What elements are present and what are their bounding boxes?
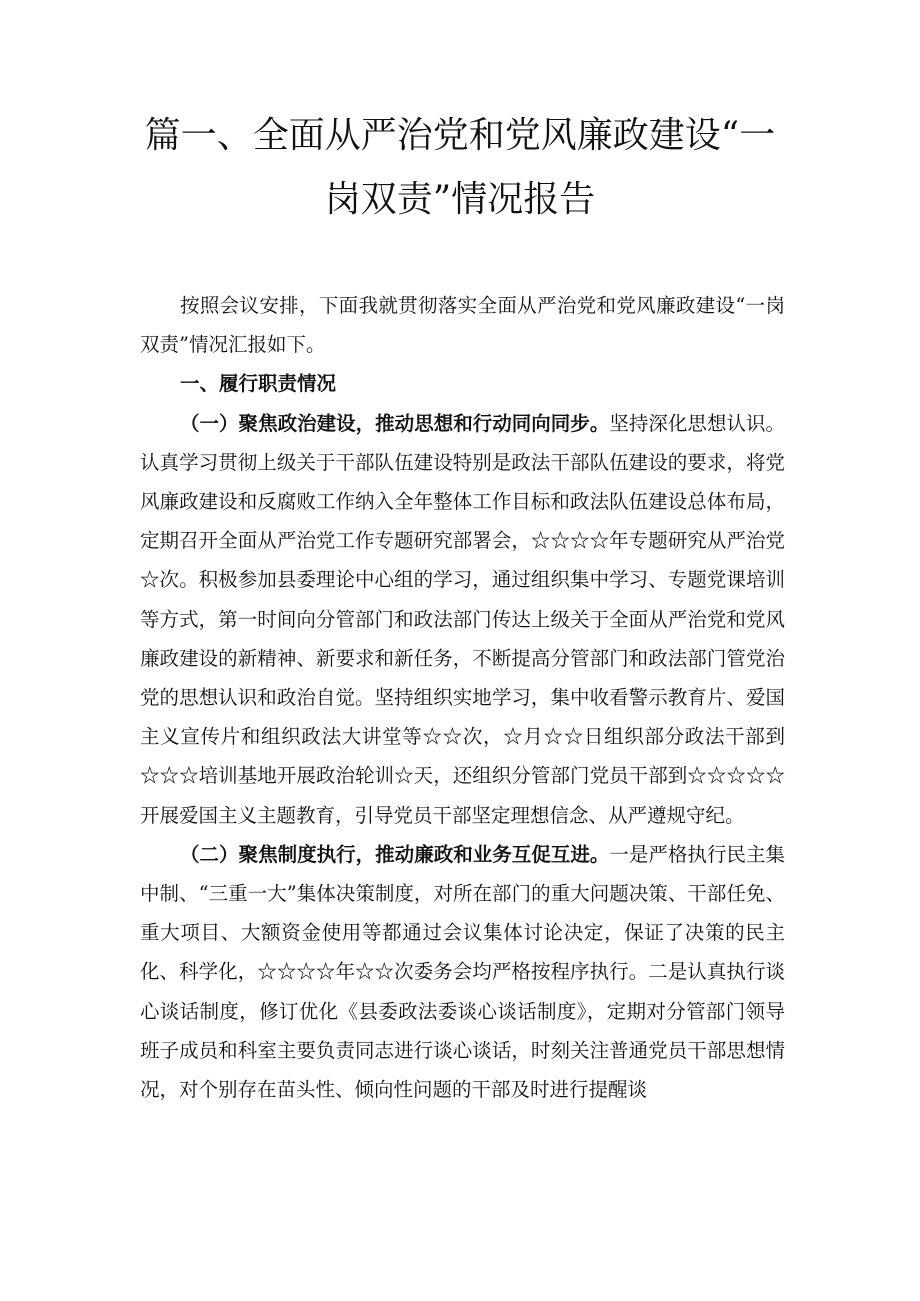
intro-paragraph: 按照会议安排，下面我就贯彻落实全面从严治党和党风廉政建设“一岗双责”情况汇报如下。 — [140, 294, 785, 357]
section-heading: 一、履行职责情况 — [180, 372, 337, 396]
item-1-text: 坚持深化思想认识。认真学习贯彻上级关于干部队伍建设特别是政法干部队伍建设的要求，将党风廉政建设和反腐败工作纳入全年整体工作目标和政法队伍建设总体布局，定期召开全面从严治党工作专题研究部署会，☆☆☆☆年专题研究从严治党☆次。积极参加县委理论中心组的学习，通过组织集中学习、专题党课培训等方式，第一时间向分管部门和政法部门传达上级关于全面从严治党和党风廉政建设的新精神、新要求和新任务，不断提高分管部门和政法部门管党治党的思想认识和政治自觉。坚持组织实地学习，集中收看警示教育片、爱国主义宣传片和组织政法大讲堂等☆☆次，☆月☆☆日组织部分政法干部到☆☆☆培训基地开展政治轮训☆天，还组织分管部门党员干部到☆☆☆☆☆开展爱国主义主题教育，引导党员干部坚定理想信念、从严遵规守纪。 — [140, 411, 785, 827]
item-2-text: 一是严格执行民主集中制、“三重一大”集体决策制度，对所在部门的重大问题决策、干部任免、重大项目、大额资金使用等都通过会议集体讨论决定，保证了决策的民主化、科学化，☆☆☆☆年☆☆次委务会均严格按程序执行。二是认真执行谈心谈话制度，修订优化《县委政法委谈心谈话制度》，定期对分管部门领导班子成员和科室主要负责同志进行谈心谈话，时刻关注普通党员干部思想情况，对个别存在苗头性、倾向性问题的干部及时进行提醒谈 — [140, 842, 785, 1102]
document-title — [120, 104, 800, 232]
item-1-lead: （一）聚焦政治建设，推动思想和行动同向同步。 — [180, 411, 610, 435]
item-2-paragraph — [140, 835, 785, 1109]
title-line-2: 岗双责”情况报告 — [324, 179, 596, 220]
title-line-1: 篇一、全面从严治党和党风廉政建设“一 — [144, 115, 776, 156]
document-body — [140, 286, 785, 1109]
item-2-lead: （二）聚焦制度执行，推动廉政和业务互促互进。 — [180, 842, 610, 866]
item-1-paragraph — [140, 404, 785, 835]
